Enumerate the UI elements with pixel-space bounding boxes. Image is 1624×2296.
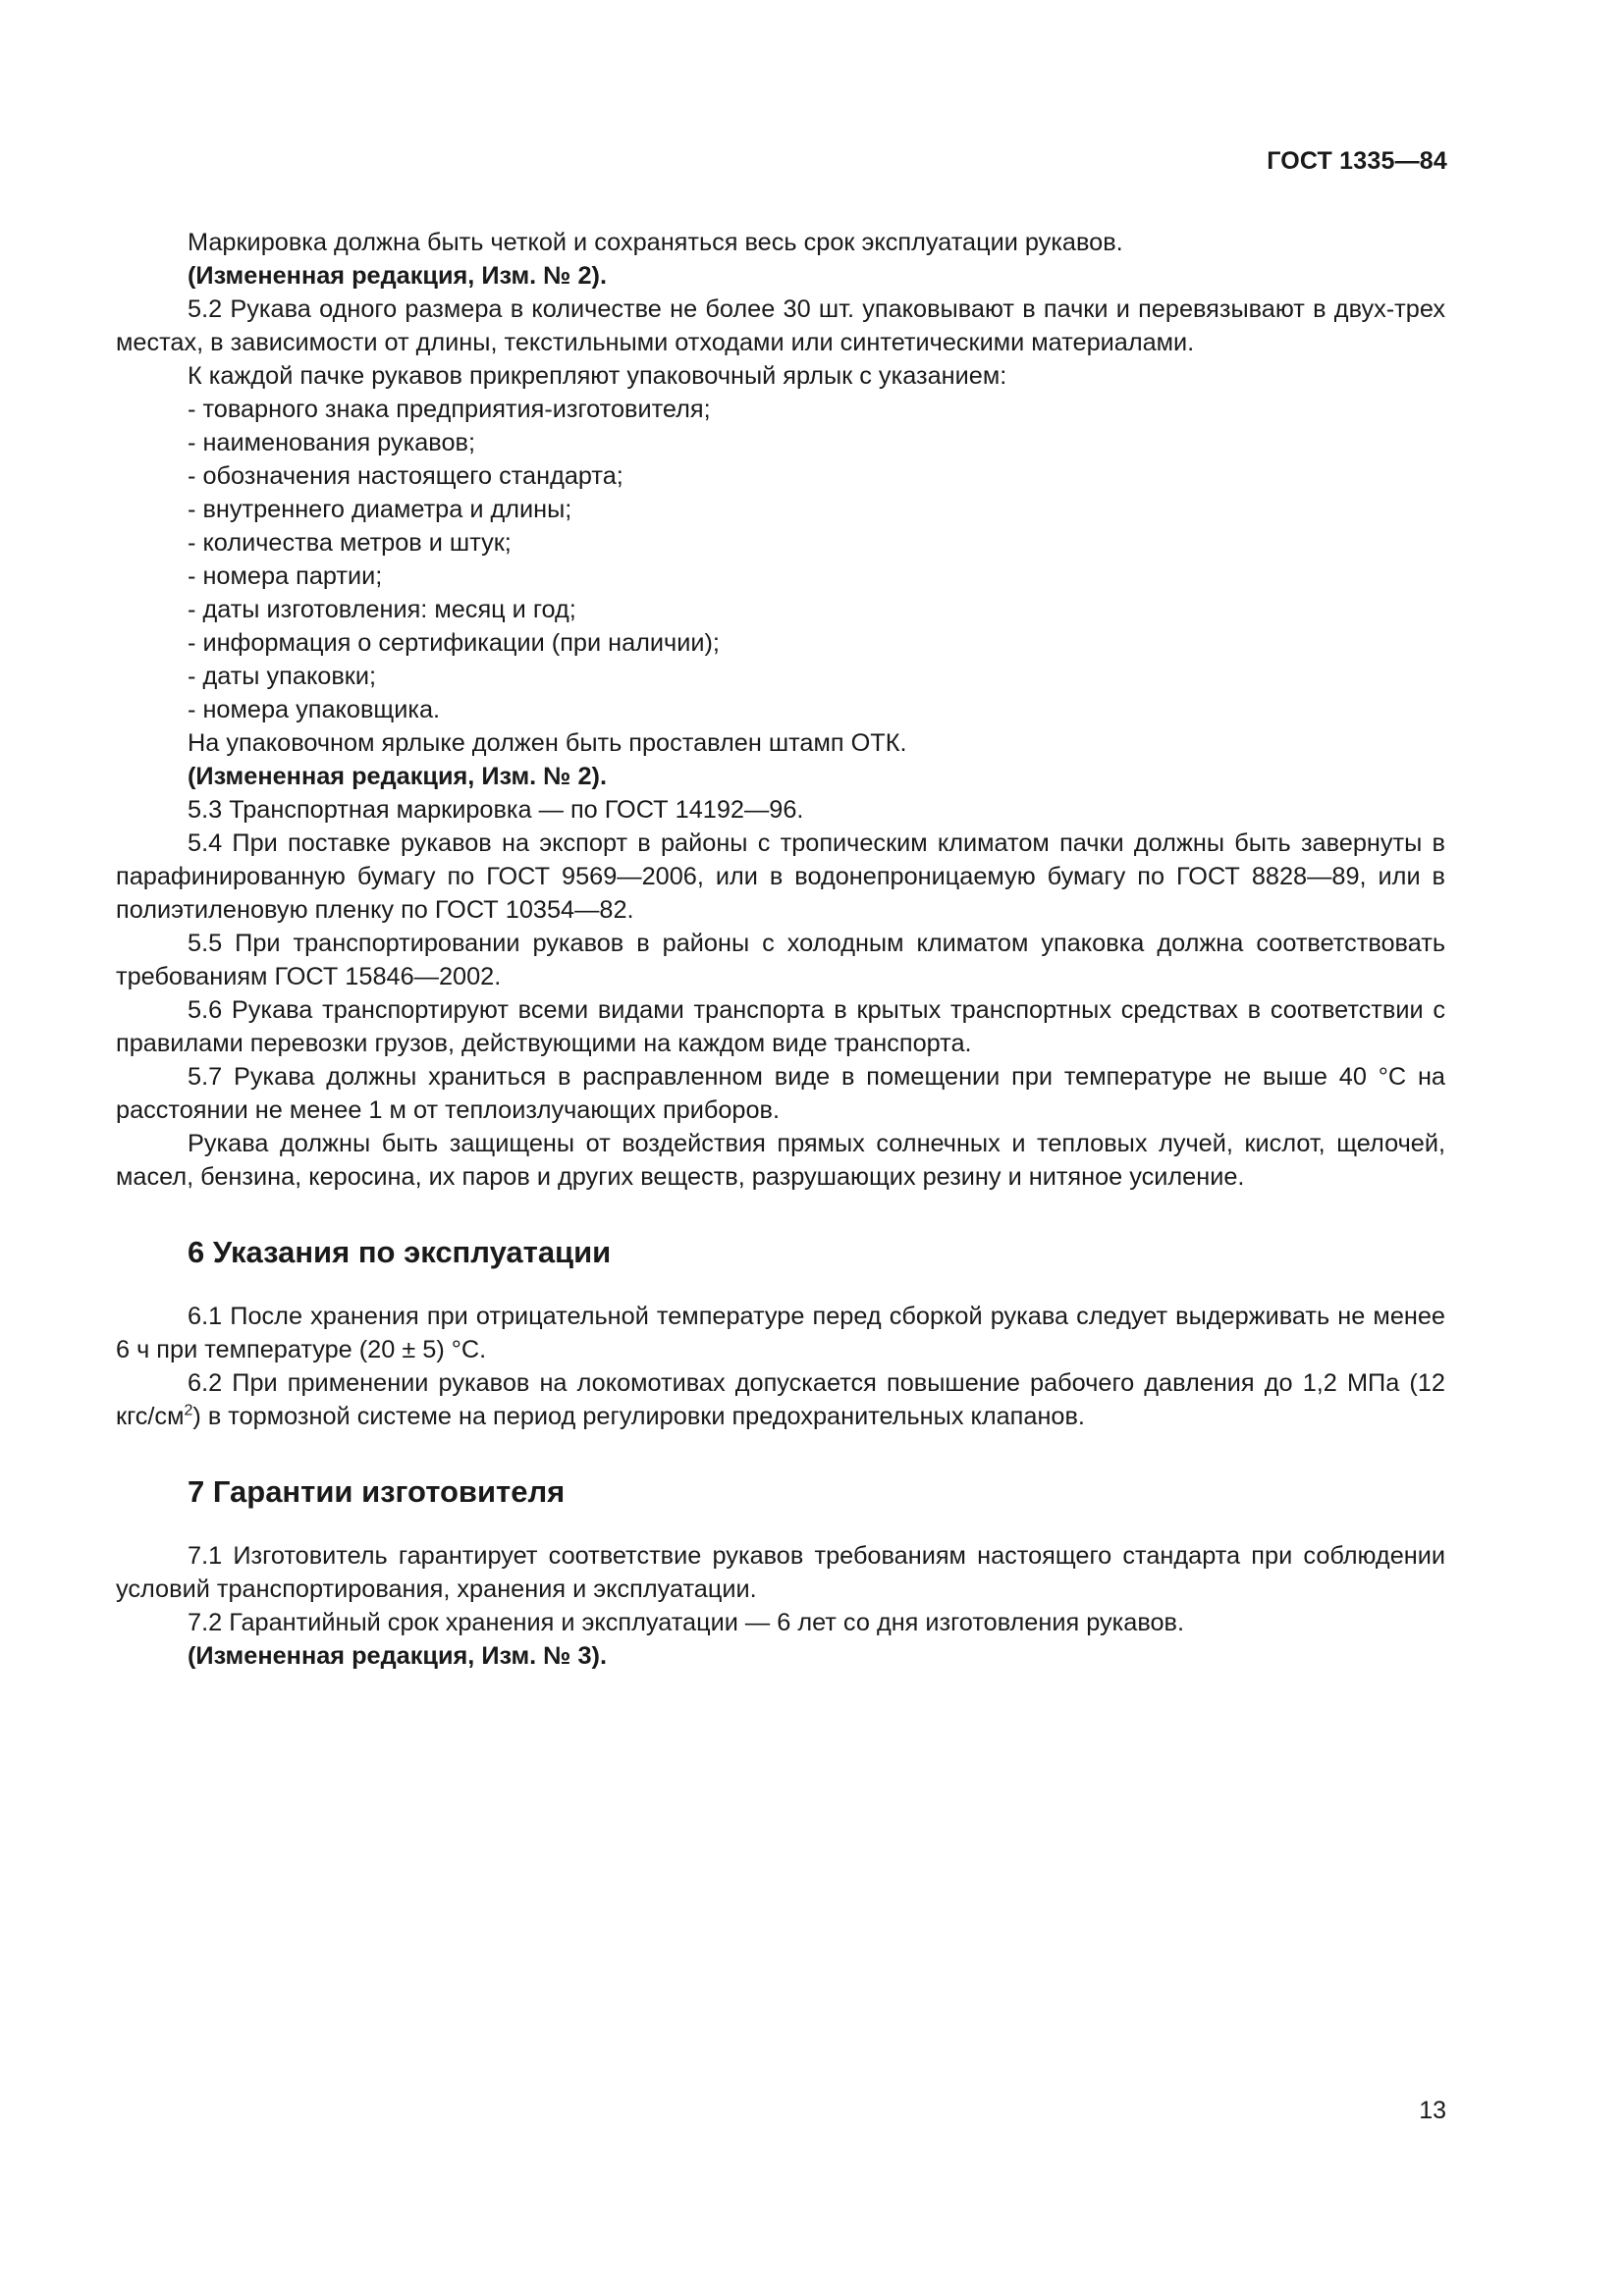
paragraph-protection: Рукава должны быть защищены от воздействия прямых солнечных и тепловых лучей, кислот, щелочей, масел, бензина, керосина, их паров и других веществ, разрушающих резину и нитяное усиление.	[116, 1130, 1445, 1191]
paragraph-7-1: 7.1 Изготовитель гарантирует соответствие рукавов требованиям настоящего стандарта при соблюдении условий транспортирования, хранения и эксплуатации.	[116, 1542, 1445, 1603]
list-item: - номера упаковщика.	[188, 696, 441, 723]
paragraph-5-6: 5.6 Рукава транспортируют всеми видами транспорта в крытых транспортных средствах в соответствии с правилами перевозки грузов, действующими на каждом виде транспорта.	[116, 996, 1445, 1057]
superscript: 2	[184, 1402, 193, 1419]
paragraph-stamp: На упаковочном ярлыке должен быть проставлен штамп ОТК.	[188, 729, 907, 757]
list-item: - даты изготовления: месяц и год;	[188, 596, 576, 623]
list-item: - информация о сертификации (при наличии);	[188, 629, 720, 657]
paragraph-5-2: 5.2 Рукава одного размера в количестве не более 30 шт. упаковывают в пачки и перевязывают в двух-трех местах, в зависимости от длины, текстильными отходами или синтетическими материалами.	[116, 295, 1445, 356]
page-content	[116, 226, 1445, 1673]
paragraph-label-intro: К каждой пачке рукавов прикрепляют упаковочный ярлык с указанием:	[188, 362, 1007, 390]
amendment-note: (Измененная редакция, Изм. № 2).	[188, 262, 607, 290]
paragraph-6-2	[116, 1366, 1445, 1433]
list-item: - внутреннего диаметра и длины;	[188, 496, 572, 523]
list-item: - даты упаковки;	[188, 663, 377, 690]
document-number-header: ГОСТ 1335—84	[1267, 147, 1447, 175]
paragraph-marking: Маркировка должна быть четкой и сохраняться весь срок эксплуатации рукавов.	[188, 229, 1123, 256]
paragraph-6-2-text-end: ) в тормозной системе на период регулировки предохранительных клапанов.	[192, 1403, 1085, 1430]
paragraph-5-4: 5.4 При поставке рукавов на экспорт в районы с тропическим климатом пачки должны быть завернуты в парафинированную бумагу по ГОСТ 9569—2006, или в водонепроницаемую бумагу по ГОСТ 8828—89, или в полиэтиленовую пленку по ГОСТ 10354—82.	[116, 829, 1445, 924]
paragraph-5-7: 5.7 Рукава должны храниться в расправленном виде в помещении при температуре не выше 40 °С на расстоянии не менее 1 м от теплоизлучающих приборов.	[116, 1063, 1445, 1124]
paragraph-5-3: 5.3 Транспортная маркировка — по ГОСТ 14192—96.	[188, 796, 804, 824]
amendment-note: (Измененная редакция, Изм. № 3).	[188, 1642, 607, 1670]
label-items-list	[116, 393, 1445, 726]
amendment-note: (Измененная редакция, Изм. № 2).	[188, 763, 607, 790]
list-item: - номера партии;	[188, 562, 383, 590]
paragraph-6-2-text: 6.2 При применении рукавов на локомотивах допускается повышение рабочего давления до 1,2 МПа (12 кгс/см	[116, 1369, 1445, 1430]
list-item: - товарного знака предприятия-изготовителя;	[188, 396, 711, 423]
paragraph-6-1: 6.1 После хранения при отрицательной температуре перед сборкой рукава следует выдерживать не менее 6 ч при температуре (20 ± 5) °С.	[116, 1303, 1445, 1363]
paragraph-7-2: 7.2 Гарантийный срок хранения и эксплуатации — 6 лет со дня изготовления рукавов.	[188, 1609, 1185, 1636]
list-item: - обозначения настоящего стандарта;	[188, 462, 623, 490]
section-heading-7: 7 Гарантии изготовителя	[188, 1474, 566, 1509]
paragraph-5-5: 5.5 При транспортировании рукавов в районы с холодным климатом упаковка должна соответствовать требованиям ГОСТ 15846—2002.	[116, 930, 1445, 990]
list-item: - количества метров и штук;	[188, 529, 512, 557]
page-number: 13	[1419, 2097, 1446, 2124]
list-item: - наименования рукавов;	[188, 429, 475, 456]
section-heading-6: 6 Указания по эксплуатации	[188, 1235, 612, 1269]
